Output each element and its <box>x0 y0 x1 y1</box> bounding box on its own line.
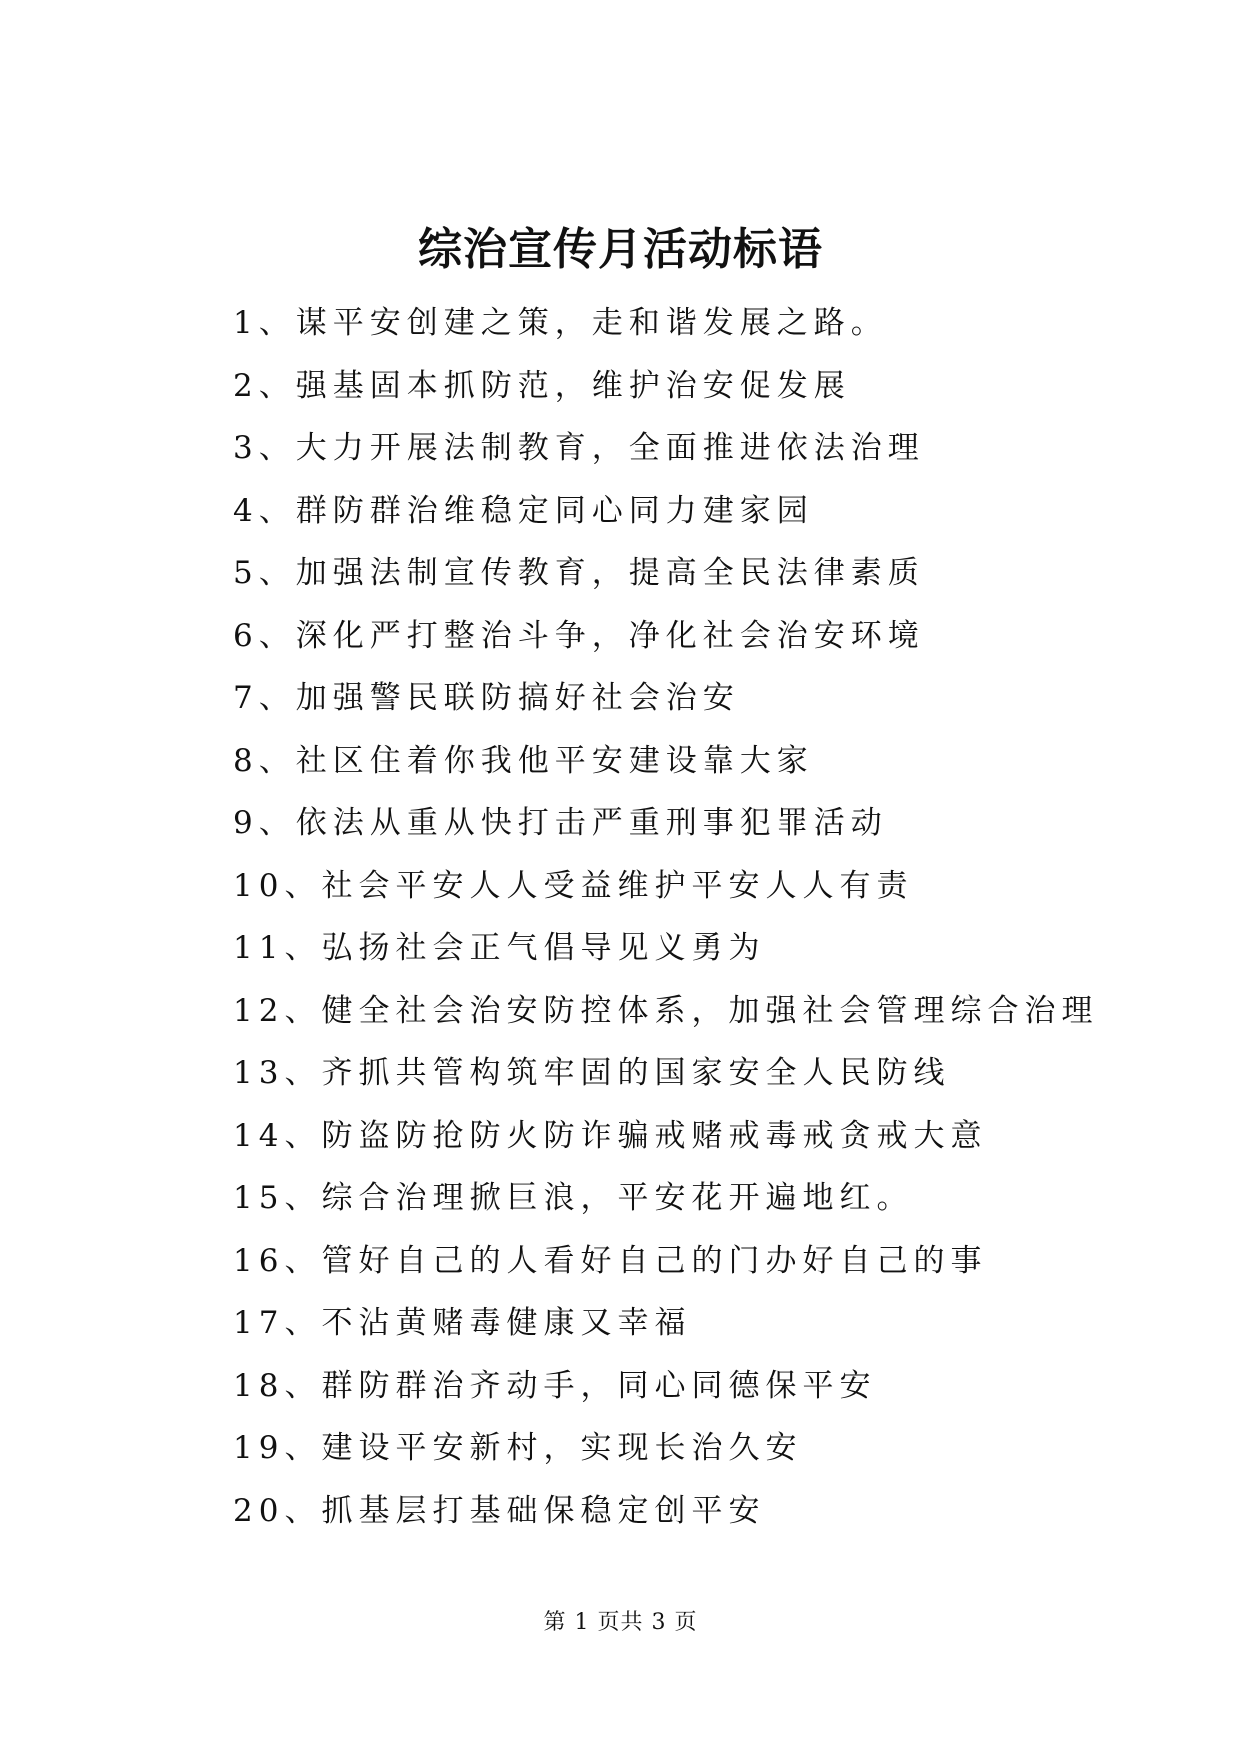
slogan-item <box>233 1355 1098 1418</box>
slogan-item <box>233 480 1098 543</box>
slogan-text: 13、齐抓共管构筑牢固的国家安全人民防线 <box>233 1055 951 1091</box>
slogan-text: 14、防盗防抢防火防诈骗戒赌戒毒戒贪戒大意 <box>233 1117 988 1154</box>
slogan-item <box>233 542 1098 605</box>
slogan-text: 6、深化严打整治斗争，净化社会治安环境 <box>233 617 925 654</box>
slogan-text: 5、加强法制宣传教育，提高全民法律素质 <box>233 555 925 591</box>
slogan-item <box>233 792 1098 855</box>
slogan-item <box>233 355 1098 418</box>
slogan-item <box>233 1417 1098 1480</box>
slogan-text: 19、建设平安新村，实现长治久安 <box>233 1430 803 1466</box>
slogan-text: 8、社区住着你我他平安建设靠大家 <box>233 742 814 779</box>
page-footer <box>0 1608 1241 1638</box>
slogan-list <box>233 292 1098 1542</box>
slogan-item <box>233 667 1098 730</box>
slogan-item <box>233 1105 1098 1168</box>
slogan-text: 16、管好自己的人看好自己的门办好自己的事 <box>233 1242 988 1279</box>
slogan-text: 10、社会平安人人受益维护平安人人有责 <box>233 867 914 904</box>
slogan-text: 12、健全社会治安防控体系，加强社会管理综合治理 <box>233 992 1099 1029</box>
slogan-text: 3、大力开展法制教育，全面推进依法治理 <box>233 430 925 466</box>
slogan-item <box>233 855 1098 918</box>
slogan-text: 20、抓基层打基础保稳定创平安 <box>233 1492 766 1529</box>
slogan-text: 4、群防群治维稳定同心同力建家园 <box>233 492 814 529</box>
slogan-item <box>233 605 1098 668</box>
slogan-item <box>233 1167 1098 1230</box>
slogan-item <box>233 980 1098 1043</box>
slogan-item <box>233 292 1098 355</box>
slogan-item <box>233 1230 1098 1293</box>
slogan-text: 17、不沾黄赌毒健康又幸福 <box>233 1305 692 1341</box>
slogan-item <box>233 917 1098 980</box>
page-number: 第 1 页 <box>543 1610 621 1635</box>
slogan-item <box>233 417 1098 480</box>
document-title: 综治宣传月活动标语 <box>418 224 823 275</box>
slogan-item <box>233 730 1098 793</box>
slogan-item <box>233 1480 1098 1543</box>
slogan-item <box>233 1292 1098 1355</box>
slogan-text: 7、加强警民联防搞好社会治安 <box>233 680 740 716</box>
slogan-item <box>233 1042 1098 1105</box>
slogan-text: 9、依法从重从快打击严重刑事犯罪活动 <box>233 805 888 841</box>
slogan-text: 15、综合治理掀巨浪，平安花开遍地红。 <box>233 1180 914 1216</box>
slogan-text: 2、强基固本抓防范，维护治安促发展 <box>233 367 851 404</box>
page-total: 共 3 页 <box>620 1610 698 1635</box>
slogan-text: 1、谋平安创建之策，走和谐发展之路。 <box>233 305 888 341</box>
slogan-text: 11、弘扬社会正气倡导见义勇为 <box>233 930 766 966</box>
slogan-text: 18、群防群治齐动手，同心同德保平安 <box>233 1367 877 1404</box>
